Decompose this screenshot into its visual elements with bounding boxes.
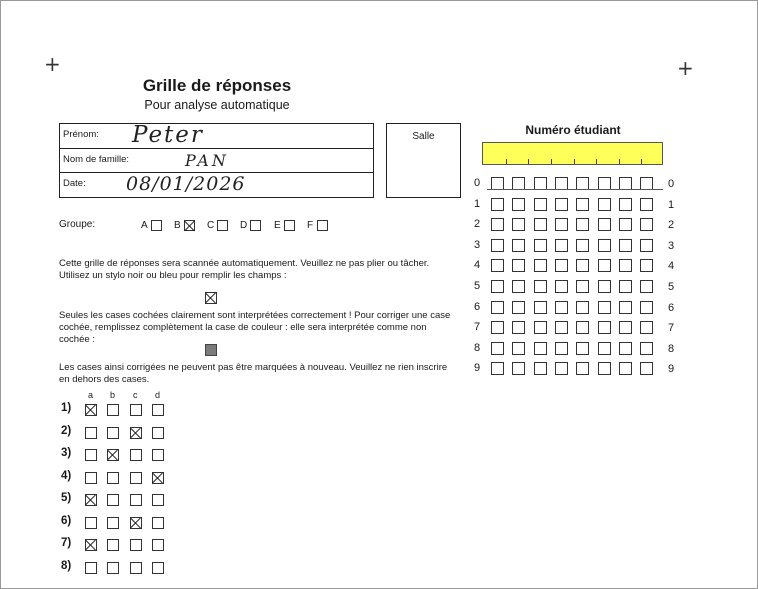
answer-checkbox-b[interactable]: [107, 404, 119, 416]
digit-label-left: 0: [474, 177, 481, 189]
answer-column-c: c: [133, 390, 138, 400]
answer-checkbox-a[interactable]: [85, 449, 97, 461]
question-number: 7): [61, 537, 72, 549]
student-digit-checkbox[interactable]: [619, 280, 632, 293]
student-digit-checkbox[interactable]: [640, 342, 653, 355]
identity-box: [59, 123, 374, 198]
answer-checkbox-d[interactable]: [152, 517, 164, 529]
digit-separator-tick: [596, 159, 597, 164]
student-digit-checkbox[interactable]: [576, 218, 589, 231]
answer-checkbox-b[interactable]: [107, 494, 119, 506]
student-digit-checkbox[interactable]: [534, 198, 547, 211]
answer-column-d: d: [155, 390, 161, 400]
question-number: 1): [61, 402, 72, 414]
digit-label-right: 5: [668, 281, 675, 293]
group-option-b-checkbox[interactable]: [184, 220, 195, 231]
instruction-line: Seules les cases cochées clairement sont interprétées correctement ! Pour corriger une case: [59, 310, 451, 321]
crosshair-mark-left: +: [44, 52, 61, 76]
group-option-d-checkbox[interactable]: [250, 220, 261, 231]
question-number: 6): [61, 514, 72, 527]
sheet-title: Grille de réponses: [142, 76, 292, 95]
student-digit-checkbox[interactable]: [512, 280, 525, 293]
answer-checkbox-d[interactable]: [152, 472, 164, 484]
student-digit-checkbox[interactable]: [619, 218, 632, 231]
digit-separator-tick: [619, 159, 620, 164]
student-digit-checkbox[interactable]: [619, 362, 632, 375]
answer-checkbox-c[interactable]: [130, 427, 142, 439]
instruction-line: Utilisez un stylo noir ou bleu pour remplir les champs :: [59, 270, 287, 281]
firstname-value: Peter: [132, 122, 204, 148]
student-digit-checkbox[interactable]: [598, 218, 611, 231]
student-digit-checkbox[interactable]: [491, 259, 504, 272]
student-digit-checkbox[interactable]: [598, 342, 611, 355]
answer-checkbox-a[interactable]: [85, 427, 97, 439]
answer-checkbox-d[interactable]: [152, 404, 164, 416]
question-number: 2): [61, 424, 72, 437]
student-digit-checkbox[interactable]: [555, 301, 568, 314]
digit-label-right: 0: [668, 178, 675, 190]
student-digit-checkbox[interactable]: [555, 218, 568, 231]
student-digit-checkbox[interactable]: [491, 301, 504, 314]
answer-checkbox-d[interactable]: [152, 449, 164, 461]
student-digit-checkbox[interactable]: [619, 239, 632, 252]
student-digit-checkbox[interactable]: [534, 218, 547, 231]
answer-checkbox-c[interactable]: [130, 539, 142, 551]
student-digit-checkbox[interactable]: [534, 239, 547, 252]
instruction-line: en dehors des cases.: [59, 374, 150, 385]
digit-label-right: 9: [668, 363, 675, 376]
digit-label-left: 1: [474, 197, 481, 210]
group-option-c-checkbox[interactable]: [217, 220, 228, 231]
digit-label-right: 6: [668, 301, 675, 314]
digit-label-left: 2: [474, 218, 481, 231]
group-option-f-checkbox[interactable]: [317, 220, 328, 231]
student-digit-checkbox[interactable]: [619, 342, 632, 355]
answer-checkbox-a[interactable]: [85, 472, 97, 484]
student-digit-checkbox[interactable]: [491, 321, 504, 334]
group-option-label: A: [141, 220, 148, 231]
student-digit-checkbox[interactable]: [576, 259, 589, 272]
answer-checkbox-d[interactable]: [152, 562, 164, 574]
example-checked-box: [205, 292, 217, 304]
student-digit-checkbox[interactable]: [491, 239, 504, 252]
student-digit-checkbox[interactable]: [598, 362, 611, 375]
question-number: 5): [61, 492, 72, 504]
digit-label-left: 8: [474, 341, 481, 354]
student-digit-checkbox[interactable]: [491, 198, 504, 211]
student-digit-checkbox[interactable]: [640, 321, 653, 334]
answer-checkbox-c[interactable]: [130, 562, 142, 574]
digit-label-left: 4: [474, 259, 481, 272]
instruction-line: Les cases ainsi corrigées ne peuvent pas être marquées à nouveau. Veuillez ne rien inscrire: [59, 362, 448, 373]
answer-checkbox-b[interactable]: [107, 517, 119, 529]
digit-label-right: 8: [668, 342, 675, 355]
answer-column-b: b: [110, 390, 116, 400]
student-digit-checkbox[interactable]: [576, 321, 589, 334]
lastname-label: Nom de famille:: [63, 154, 129, 165]
student-digit-checkbox[interactable]: [512, 321, 525, 334]
student-digit-checkbox[interactable]: [555, 321, 568, 334]
student-digit-checkbox[interactable]: [555, 342, 568, 355]
instructions-paragraph-2: [59, 310, 459, 346]
group-option-label: F: [307, 220, 314, 231]
firstname-row[interactable]: [60, 124, 373, 148]
student-digit-checkbox[interactable]: [598, 259, 611, 272]
digit-label-right: 7: [668, 322, 675, 335]
student-digit-checkbox[interactable]: [512, 239, 525, 252]
student-digit-checkbox[interactable]: [619, 259, 632, 272]
student-digit-checkbox[interactable]: [555, 198, 568, 211]
answer-checkbox-b[interactable]: [107, 562, 119, 574]
student-digit-checkbox[interactable]: [640, 218, 653, 231]
date-row[interactable]: [60, 172, 373, 197]
student-digit-checkbox[interactable]: [619, 198, 632, 211]
digit-label-right: 1: [668, 198, 675, 211]
answer-checkbox-a[interactable]: [85, 494, 97, 506]
digit-label-left: 3: [474, 238, 481, 251]
student-digit-checkbox[interactable]: [555, 362, 568, 375]
student-digit-checkbox[interactable]: [619, 301, 632, 314]
date-label: Date:: [63, 178, 86, 189]
answer-checkbox-a[interactable]: [85, 562, 97, 574]
answer-checkbox-b[interactable]: [107, 539, 119, 551]
instruction-line: cochée, remplissez complètement la case de couleur : elle sera interprétée comme non: [59, 322, 427, 333]
student-digit-checkbox[interactable]: [534, 259, 547, 272]
digit-label-right: 2: [668, 219, 675, 232]
student-digit-checkbox[interactable]: [640, 198, 653, 211]
group-option-label: D: [240, 220, 248, 231]
student-digit-checkbox[interactable]: [534, 362, 547, 375]
student-digit-checkbox[interactable]: [534, 280, 547, 293]
question-number: 3): [61, 447, 72, 459]
firstname-label: Prénom:: [63, 129, 99, 140]
student-digit-checkbox[interactable]: [555, 280, 568, 293]
digit-label-right: 3: [668, 239, 675, 252]
digit-label-left: 6: [474, 300, 481, 313]
digit-separator-tick: [641, 159, 642, 164]
student-digit-checkbox[interactable]: [598, 239, 611, 252]
student-digit-checkbox[interactable]: [491, 342, 504, 355]
lastname-value: PAN: [185, 151, 229, 170]
group-option-a-checkbox[interactable]: [151, 220, 162, 231]
student-digit-checkbox[interactable]: [640, 280, 653, 293]
instruction-line: Cette grille de réponses sera scannée automatiquement. Veuillez ne pas plier ou tâcher.: [59, 258, 430, 269]
room-label: Salle: [412, 131, 435, 142]
group-option-e-checkbox[interactable]: [284, 220, 295, 231]
student-digit-checkbox[interactable]: [534, 342, 547, 355]
digit-separator-tick: [574, 159, 575, 164]
lastname-row[interactable]: [60, 148, 373, 173]
student-digit-checkbox[interactable]: [598, 198, 611, 211]
instruction-line: cochée :: [59, 334, 95, 345]
question-number: 4): [61, 469, 72, 482]
answer-checkbox-a[interactable]: [85, 517, 97, 529]
question-number: 8): [61, 559, 72, 572]
student-digit-checkbox[interactable]: [534, 321, 547, 334]
student-digit-checkbox[interactable]: [512, 301, 525, 314]
digit-label-left: 7: [474, 321, 481, 334]
student-digit-checkbox[interactable]: [598, 280, 611, 293]
student-digit-checkbox[interactable]: [534, 301, 547, 314]
student-digit-checkbox[interactable]: [512, 342, 525, 355]
answer-checkbox-b[interactable]: [107, 472, 119, 484]
instructions-paragraph-3: [59, 362, 459, 386]
student-digit-checkbox[interactable]: [640, 301, 653, 314]
student-digit-checkbox[interactable]: [576, 239, 589, 252]
group-label: Groupe:: [59, 219, 96, 230]
row-zero-underline: [487, 189, 663, 190]
student-digit-checkbox[interactable]: [619, 321, 632, 334]
student-digit-checkbox[interactable]: [491, 362, 504, 375]
group-option-label: C: [207, 220, 215, 231]
answer-checkbox-c[interactable]: [130, 517, 142, 529]
room-box[interactable]: [386, 123, 461, 198]
answer-checkbox-a[interactable]: [85, 404, 97, 416]
answer-checkbox-a[interactable]: [85, 539, 97, 551]
digit-separator-tick: [506, 159, 507, 164]
digit-label-left: 5: [474, 280, 481, 292]
student-digit-checkbox[interactable]: [576, 342, 589, 355]
answer-checkbox-d[interactable]: [152, 494, 164, 506]
crosshair-mark-right: +: [677, 56, 694, 80]
student-digit-checkbox[interactable]: [491, 280, 504, 293]
student-digit-checkbox[interactable]: [640, 362, 653, 375]
instructions-paragraph-1: [59, 258, 459, 282]
student-number-display: [482, 142, 663, 165]
date-value: 08/01/2026: [126, 173, 246, 195]
group-option-label: E: [274, 220, 281, 231]
student-digit-checkbox[interactable]: [640, 259, 653, 272]
student-digit-checkbox[interactable]: [512, 362, 525, 375]
answer-checkbox-c[interactable]: [130, 449, 142, 461]
digit-separator-tick: [551, 159, 552, 164]
group-option-label: B: [174, 220, 181, 231]
student-digit-checkbox[interactable]: [576, 280, 589, 293]
answer-checkbox-b[interactable]: [107, 449, 119, 461]
digit-label-right: 4: [668, 260, 675, 273]
answer-checkbox-d[interactable]: [152, 539, 164, 551]
example-corrected-box: [205, 344, 217, 356]
student-digit-checkbox[interactable]: [598, 321, 611, 334]
digit-separator-tick: [528, 159, 529, 164]
student-digit-checkbox[interactable]: [512, 218, 525, 231]
student-number-title: Numéro étudiant: [525, 123, 621, 137]
student-digit-checkbox[interactable]: [576, 301, 589, 314]
student-digit-checkbox[interactable]: [555, 239, 568, 252]
answer-checkbox-c[interactable]: [130, 494, 142, 506]
student-digit-checkbox[interactable]: [512, 259, 525, 272]
student-digit-checkbox[interactable]: [512, 198, 525, 211]
answer-column-a: a: [88, 390, 94, 400]
answer-checkbox-c[interactable]: [130, 404, 142, 416]
student-digit-checkbox[interactable]: [598, 301, 611, 314]
sheet-subtitle: Pour analyse automatique: [144, 98, 290, 112]
student-digit-checkbox[interactable]: [576, 362, 589, 375]
answer-checkbox-c[interactable]: [130, 472, 142, 484]
answer-checkbox-b[interactable]: [107, 427, 119, 439]
student-digit-checkbox[interactable]: [491, 218, 504, 231]
student-digit-checkbox[interactable]: [640, 239, 653, 252]
student-digit-checkbox[interactable]: [555, 259, 568, 272]
answer-checkbox-d[interactable]: [152, 427, 164, 439]
student-digit-checkbox[interactable]: [576, 198, 589, 211]
digit-label-left: 9: [474, 362, 481, 375]
